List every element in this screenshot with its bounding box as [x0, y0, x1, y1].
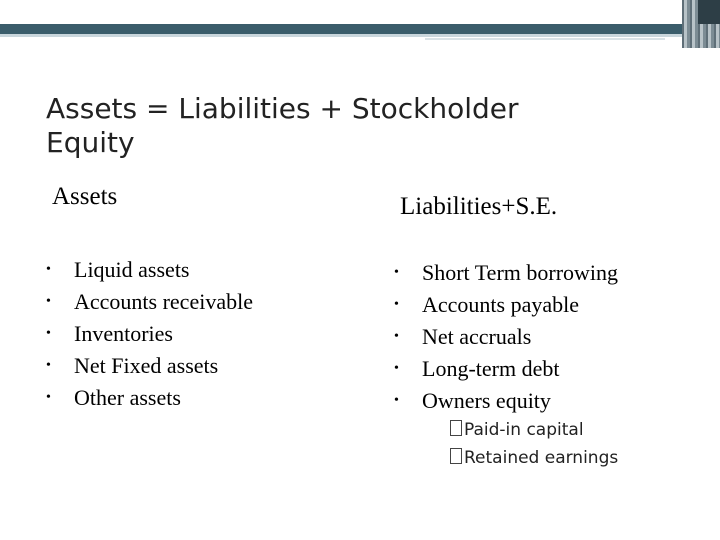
list-item [394, 385, 618, 417]
list-item-label: Liquid assets [74, 257, 190, 282]
assets-list [46, 254, 253, 414]
list-item-label: Other assets [74, 385, 181, 410]
header-band [0, 24, 720, 34]
list-item-label: Accounts receivable [74, 289, 253, 314]
sub-list-item-label: Paid-in capital [464, 420, 584, 440]
bullet-icon: • [46, 390, 51, 405]
header-corner-block [698, 0, 720, 24]
bullet-icon: • [46, 294, 51, 309]
sub-list-item-label: Retained earnings [464, 448, 619, 468]
list-item [394, 257, 618, 289]
header-band-top [0, 0, 720, 24]
list-item-label: Inventories [74, 321, 173, 346]
sub-list-item [450, 444, 618, 472]
header-band-subline [425, 38, 665, 40]
list-item-label: Net accruals [422, 324, 532, 349]
list-item [394, 321, 618, 353]
owners-equity-sublist [450, 416, 618, 472]
list-item [46, 382, 253, 414]
slide-title: Assets = Liabilities + Stockholder Equity [46, 92, 519, 159]
bullet-icon: • [394, 361, 399, 376]
assets-heading: Assets [52, 183, 118, 210]
list-item [46, 318, 253, 350]
bullet-icon: • [46, 262, 51, 277]
list-item [46, 350, 253, 382]
list-item [46, 286, 253, 318]
sub-list-item [450, 416, 618, 444]
bullet-icon: • [46, 358, 51, 373]
list-item [394, 289, 618, 321]
bullet-icon: • [394, 329, 399, 344]
list-item-label: Accounts payable [422, 292, 579, 317]
list-item-label: Owners equity [422, 388, 551, 413]
missing-glyph-icon [450, 420, 462, 436]
list-item [394, 353, 618, 385]
missing-glyph-icon [450, 448, 462, 464]
list-item-label: Long-term debt [422, 356, 560, 381]
header-band-accent [0, 34, 720, 37]
liabilities-heading: Liabilities+S.E. [400, 193, 558, 220]
liabilities-list [394, 257, 618, 417]
bullet-icon: • [394, 297, 399, 312]
bullet-icon: • [394, 393, 399, 408]
list-item-label: Net Fixed assets [74, 353, 219, 378]
list-item-label: Short Term borrowing [422, 260, 619, 285]
bullet-icon: • [394, 265, 399, 280]
list-item [46, 254, 253, 286]
bullet-icon: • [46, 326, 51, 341]
